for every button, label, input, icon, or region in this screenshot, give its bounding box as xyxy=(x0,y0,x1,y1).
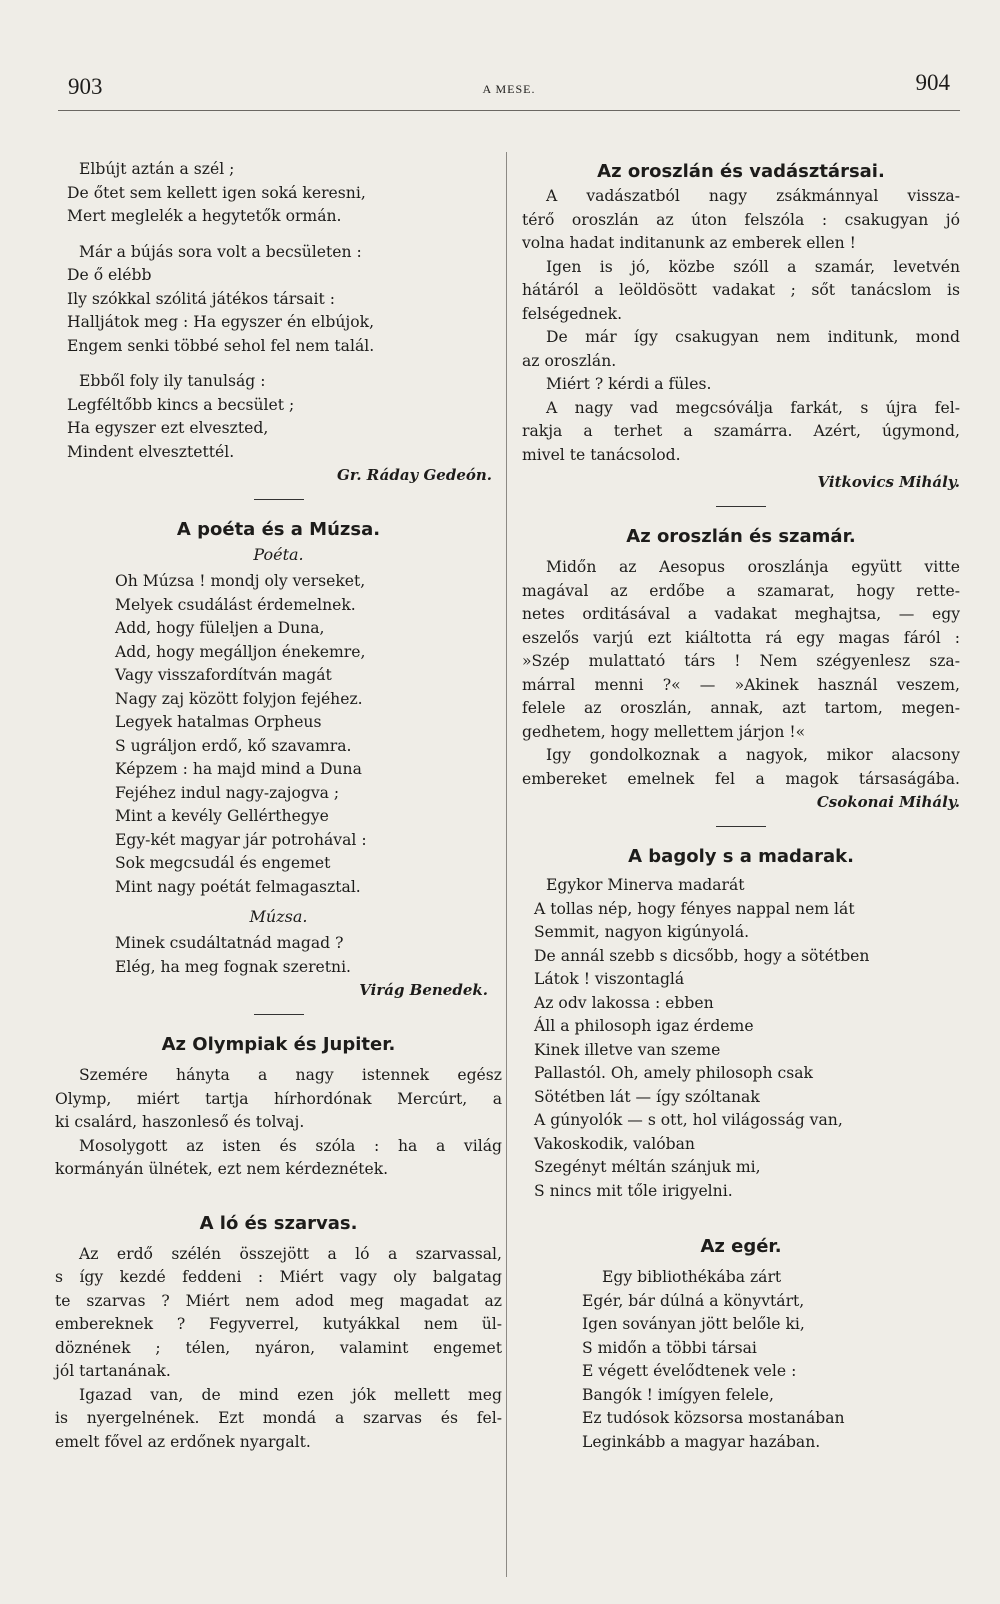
prose-line: Igazad van, de mind ezen jók mellett meg xyxy=(79,1385,502,1404)
prose-line: Mosolygott az isten és szóla : ha a világ xyxy=(79,1136,502,1155)
prose-line: »Szép mulattató társ ! Nem szégyenlesz sza- xyxy=(522,652,960,670)
prose-line: eszelős varjú ezt kiáltotta rá egy magas fáról : xyxy=(522,628,960,647)
prose-line: Olymp, miért tartja hírhordónak Mercúrt, a xyxy=(55,1089,502,1108)
poem-line: Ha egyszer ezt elveszted, xyxy=(67,419,269,437)
section-separator xyxy=(716,506,766,507)
poem-line: Ily szókkal szólitá játékos társait : xyxy=(67,289,335,308)
section-title: A ló és szarvas. xyxy=(199,1212,358,1234)
poem-line: Sötétben lát — így szóltanak xyxy=(534,1087,760,1106)
poem-line: A tollas nép, hogy fényes nappal nem lát xyxy=(534,899,855,918)
speaker-label: Poéta. xyxy=(253,545,304,564)
section-separator xyxy=(254,1014,304,1015)
prose-line: embereket emelnek fel a magok társaságába. xyxy=(522,769,960,788)
poem-line: Leginkább a magyar hazában. xyxy=(582,1432,821,1451)
prose-line: is nyergelnének. Ezt mondá a szarvas és fel- xyxy=(55,1409,502,1427)
poem-line: Igen soványan jött belőle ki, xyxy=(582,1315,805,1333)
prose-line: A vadászatból nagy zsákmánnyal vissza- xyxy=(546,187,960,205)
poem-line: Ez tudósok közsorsa mostanában xyxy=(582,1409,845,1427)
prose-line: magával az erdőbe a szamarat, hogy rette- xyxy=(522,581,960,600)
section-title: Az oroszlán és szamár. xyxy=(626,526,856,547)
poem-line: Mint a kevély Gellérthegye xyxy=(115,807,329,825)
poem-line: Egér, bár dúlná a könyvtárt, xyxy=(582,1291,805,1310)
prose-line: Miért ? kérdi a füles. xyxy=(546,375,712,393)
prose-line: rakja a terhet a szamárra. Azért, úgymond, xyxy=(522,422,960,440)
poem-line: Mint nagy poétát felmagasztal. xyxy=(115,877,361,896)
prose-line: Igen is jó, közbe szóll a szamár, levetvén xyxy=(546,257,960,276)
author-signature: Vitkovics Mihály. xyxy=(817,473,960,491)
poem-line: Melyek csudálást érdemelnek. xyxy=(115,595,356,614)
poem-line: Egy bibliothékába zárt xyxy=(602,1268,782,1286)
poem-line: Már a bújás sora volt a becsületen : xyxy=(79,242,362,261)
poem-line: Legféltőbb kincs a becsület ; xyxy=(67,395,295,414)
poem-line: Nagy zaj között folyjon fejéhez. xyxy=(115,689,363,708)
poem-line: Egykor Minerva madarát xyxy=(546,876,745,894)
running-title: A MESE. xyxy=(482,82,536,96)
poem-line: Szegényt méltán szánjuk mi, xyxy=(534,1158,761,1176)
poem-line: Halljátok meg : Ha egyszer én elbújok, xyxy=(67,313,375,331)
poem-line: Vagy visszafordítván magát xyxy=(115,666,332,684)
poem-line: Látok ! viszontaglá xyxy=(534,970,685,988)
poem-line: Bangók ! imígyen felele, xyxy=(582,1385,774,1404)
poem-line: De annál szebb s dicsőbb, hogy a sötétben xyxy=(534,946,870,965)
poem-line: Elég, ha meg fognak szeretni. xyxy=(115,957,352,976)
prose-line: márral menni ?« — »Akinek használ veszem, xyxy=(522,675,960,694)
section-separator xyxy=(716,826,766,827)
column-divider xyxy=(506,152,507,1577)
section-title: Az oroszlán és vadásztársai. xyxy=(597,161,885,182)
prose-line: kormányán ülnétek, ezt nem kérdeznétek. xyxy=(55,1160,389,1178)
right-column xyxy=(522,158,960,1454)
section-title: Az egér. xyxy=(700,1236,782,1257)
prose-line: Igy gondolkoznak a nagyok, mikor alacsony xyxy=(546,746,960,764)
poem-line: Egy-két magyar jár potrohával : xyxy=(115,830,367,849)
poem-line: De ő elébb xyxy=(67,266,152,284)
poem-line: Áll a philosoph igaz érdeme xyxy=(534,1017,754,1035)
poem-line: S ugráljon erdő, kő szavamra. xyxy=(115,736,352,755)
prose-line: De már így csakugyan nem inditunk, mond xyxy=(546,328,960,346)
prose-line: jól tartanának. xyxy=(55,1362,171,1380)
poem-line: S midőn a többi társai xyxy=(582,1338,757,1357)
poem-line: Mindent elvesztettél. xyxy=(67,442,235,461)
section-title: A poéta és a Múzsa. xyxy=(176,519,381,540)
prose-line: embereknek ? Fegyverrel, kutyákkal nem ül- xyxy=(55,1315,502,1333)
prose-line: felségednek. xyxy=(522,304,623,323)
poem-line: Add, hogy megálljon énekemre, xyxy=(115,642,366,661)
poem-line: Fejéhez indul nagy-zajogva ; xyxy=(115,783,340,802)
poem-line: E végett évelődtenek vele : xyxy=(582,1362,797,1380)
poem-line: Pallastól. Oh, amely philosoph csak xyxy=(534,1064,813,1082)
prose-line: Midőn az Aesopus oroszlánja együtt vitte xyxy=(546,558,960,576)
prose-line: Szemére hányta a nagy istennek egész xyxy=(79,1066,502,1084)
poem-line: Képzem : ha majd mind a Duna xyxy=(115,760,362,778)
poem-line: Legyek hatalmas Orpheus xyxy=(115,713,322,731)
poem-line: Sok megcsudál és engemet xyxy=(115,854,331,872)
author-signature: Gr. Ráday Gedeón. xyxy=(337,466,492,484)
poem-line: A gúnyolók — s ott, hol világosság van, xyxy=(534,1111,843,1129)
poem-line: Engem senki többé sehol fel nem talál. xyxy=(67,336,375,355)
poem-line: Az odv lakossa : ebben xyxy=(534,993,714,1012)
poem-line: Add, hogy füleljen a Duna, xyxy=(115,619,325,637)
prose-line: az oroszlán. xyxy=(522,351,617,370)
prose-line: gedhetem, hogy mellettem járjon !« xyxy=(522,722,806,741)
prose-line: s így kezdé feddeni : Miért vagy oly balgatag xyxy=(55,1268,502,1286)
prose-line: netes orditásával a vadakat meghajtsa, — egy xyxy=(522,605,960,623)
poem-line: Minek csudáltatnád magad ? xyxy=(115,934,344,952)
prose-line: térő oroszlán az úton felszóla : csakugyan jó xyxy=(522,210,960,229)
poem-line: Ebből foly ily tanulság : xyxy=(79,372,266,390)
prose-line: emelt fővel az erdőnek nyargalt. xyxy=(55,1432,311,1451)
poem-line: De őtet sem kellett igen soká keresni, xyxy=(67,183,366,202)
poem-line: Mert meglelék a hegytetők ormán. xyxy=(67,207,342,225)
prose-line: volna hadat inditanunk az emberek ellen ! xyxy=(522,234,856,252)
prose-line: döznének ; télen, nyáron, valamint engemet xyxy=(55,1338,502,1357)
poem-line: S nincs mit tőle irigyelni. xyxy=(534,1181,733,1200)
section-title: Az Olympiak és Jupiter. xyxy=(161,1034,396,1055)
speaker-label: Múzsa. xyxy=(249,907,308,926)
prose-line: hátáról a leöldösött vadakat ; sőt tanácslom is xyxy=(522,281,960,299)
page-number-right: 904 xyxy=(915,70,950,95)
poem-line: Oh Múzsa ! mondj oly verseket, xyxy=(115,572,366,590)
poem-line: Elbújt aztán a szél ; xyxy=(79,160,235,178)
poem-line: Vakoskodik, valóban xyxy=(534,1134,695,1153)
page-header xyxy=(58,70,960,111)
prose-line: mivel te tanácsolod. xyxy=(522,445,681,464)
poem-line: Kinek illetve van szeme xyxy=(534,1040,721,1059)
poem-stanza xyxy=(55,158,502,464)
prose-line: A nagy vad megcsóválja farkát, s újra fel- xyxy=(546,398,960,417)
page-number-left: 903 xyxy=(68,74,103,99)
prose-line: te szarvas ? Miért nem adod meg magadat az xyxy=(55,1291,502,1310)
author-signature: Virág Benedek. xyxy=(359,981,488,999)
left-column xyxy=(55,158,502,1454)
author-signature: Csokonai Mihály. xyxy=(816,793,960,811)
prose-line: ki csalárd, haszonleső és tolvaj. xyxy=(55,1113,305,1131)
prose-line: Az erdő szélén összejött a ló a szarvassal, xyxy=(79,1244,502,1263)
section-title: A bagoly s a madarak. xyxy=(628,846,854,867)
prose-line: felele az oroszlán, annak, azt tartom, megen- xyxy=(522,699,960,717)
section-separator xyxy=(254,499,304,500)
poem-line: Semmit, nagyon kigúnyolá. xyxy=(534,923,750,941)
